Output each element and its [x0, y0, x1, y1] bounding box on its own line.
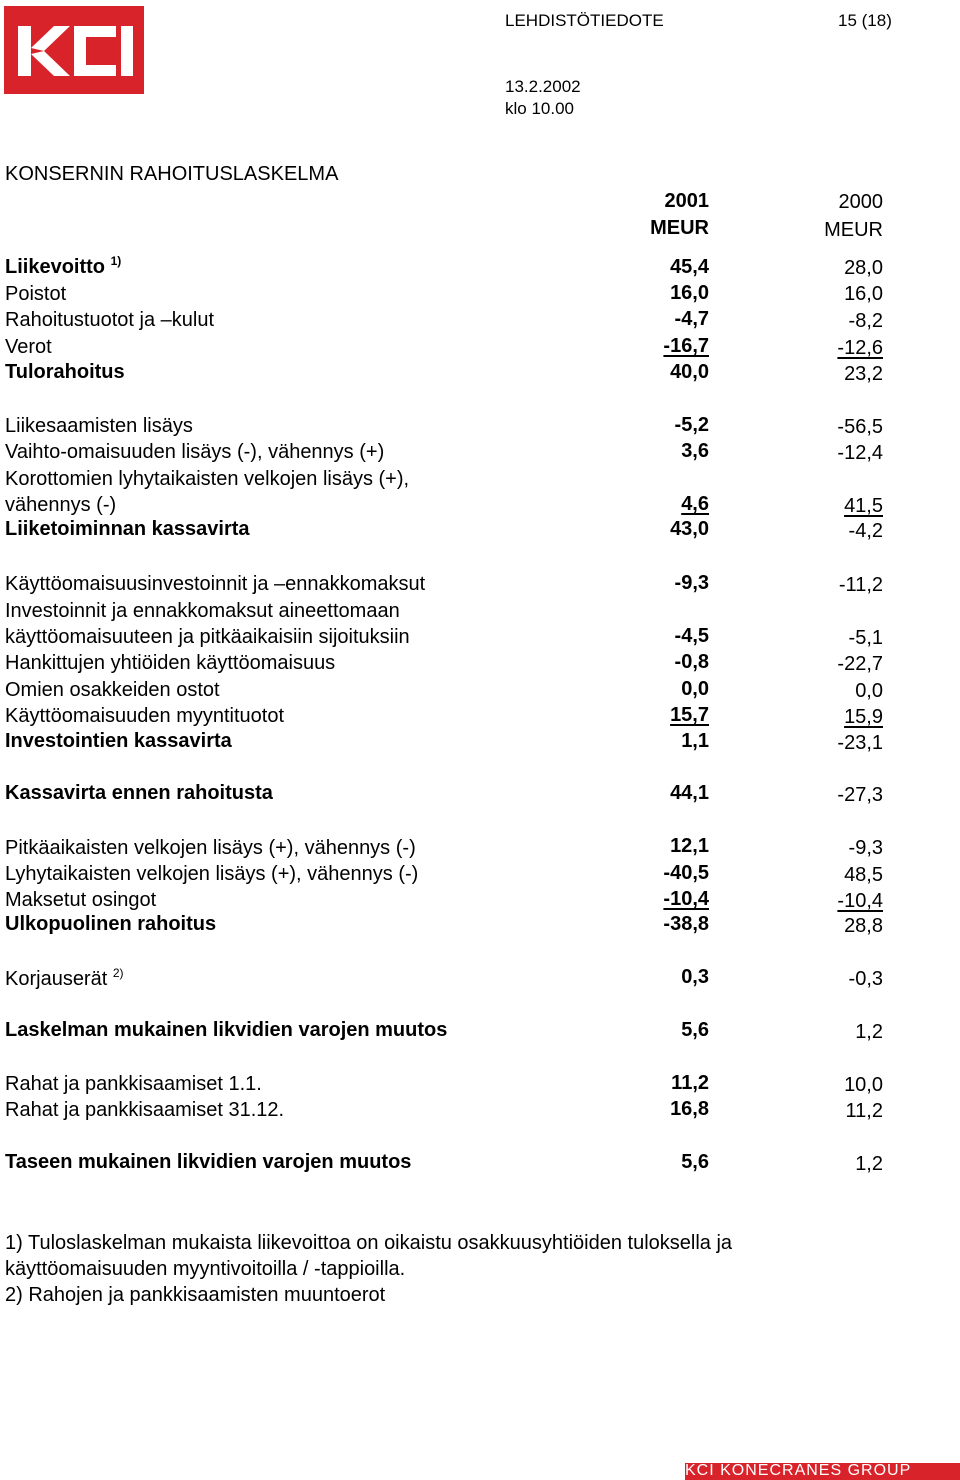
value-2000: -10,4 [837, 890, 883, 912]
row-label: Rahoitustuotot ja –kulut [5, 309, 215, 331]
value-2001: 3,6 [681, 440, 709, 462]
value-2001: -10,4 [663, 888, 709, 910]
value-2001: 15,7 [670, 704, 709, 726]
row-label [5, 255, 121, 279]
value-2001: 44,1 [670, 782, 709, 804]
value-2000: -8,2 [848, 310, 883, 332]
footnote: käyttöomaisuuden myyntivoitoilla / -tappioilla. [5, 1258, 406, 1280]
row-label: Pitkäaikaisten velkojen lisäys (+), vähennys (-) [5, 837, 416, 859]
document-type: LEHDISTÖTIEDOTE [505, 11, 664, 30]
row-label-text: Liikevoitto [5, 256, 106, 278]
kci-logo [4, 6, 144, 94]
value-2001: -16,7 [663, 335, 709, 357]
footnote-ref: 1) [110, 254, 122, 268]
value-2000: 1,2 [855, 1153, 883, 1175]
page-number: 15 (18) [838, 11, 892, 30]
column-2000-unit: MEUR [824, 219, 883, 241]
row-label: Poistot [5, 283, 67, 305]
value-2001: -5,2 [674, 414, 709, 436]
value-2001: 45,4 [670, 256, 709, 278]
row-label: Korottomien lyhytaikaisten velkojen lisäys (+), [5, 468, 410, 490]
row-label: Maksetut osingot [5, 889, 157, 911]
row-label: Kassavirta ennen rahoitusta [5, 782, 273, 804]
value-2000: -22,7 [837, 653, 883, 675]
value-2001: 16,8 [670, 1098, 709, 1120]
value-2001: 12,1 [670, 835, 709, 857]
value-2000: -0,3 [848, 968, 883, 990]
value-2001: 5,6 [681, 1151, 709, 1173]
row-label-continued: vähennys (-) [5, 494, 117, 516]
value-2000: 28,0 [844, 257, 883, 279]
value-2001: -4,5 [674, 625, 709, 647]
page-title: KONSERNIN RAHOITUSLASKELMA [5, 163, 339, 185]
value-2000: 23,2 [844, 363, 883, 385]
value-2000: -27,3 [837, 784, 883, 806]
value-2001: -4,7 [674, 308, 709, 330]
row-label: Ulkopuolinen rahoitus [5, 913, 217, 935]
row-label: Käyttöomaisuuden myyntituotot [5, 705, 285, 727]
row-label: Omien osakkeiden ostot [5, 679, 220, 701]
value-2000: -56,5 [837, 416, 883, 438]
value-2001: 11,2 [671, 1072, 709, 1094]
value-2000: -9,3 [848, 837, 883, 859]
row-label: Liikesaamisten lisäys [5, 415, 193, 437]
value-2000: 1,2 [855, 1021, 883, 1043]
row-label: Investointien kassavirta [5, 730, 232, 752]
column-2001-unit: MEUR [650, 217, 709, 239]
row-label: Lyhytaikaisten velkojen lisäys (+), vähennys (-) [5, 863, 419, 885]
value-2001: -0,8 [674, 651, 709, 673]
footer-brand-bar [685, 1463, 960, 1480]
value-2000: -12,6 [837, 337, 883, 359]
value-2001: 0,0 [681, 678, 709, 700]
row-label: Liiketoiminnan kassavirta [5, 518, 250, 540]
value-2000: 41,5 [844, 495, 883, 517]
value-2001: 16,0 [670, 282, 709, 304]
value-2001: 0,3 [681, 966, 709, 988]
row-label: Laskelman mukainen likvidien varojen muutos [5, 1019, 448, 1041]
row-label: Vaihto-omaisuuden lisäys (-), vähennys (+) [5, 441, 385, 463]
column-2001-year: 2001 [664, 190, 709, 212]
row-label [5, 967, 124, 991]
value-2000: -5,1 [848, 627, 883, 649]
value-2000: -23,1 [837, 732, 883, 754]
value-2001: 43,0 [670, 518, 709, 540]
value-2000: 0,0 [855, 680, 883, 702]
value-2001: -38,8 [663, 913, 709, 935]
value-2000: 16,0 [844, 283, 883, 305]
row-label: Hankittujen yhtiöiden käyttöomaisuus [5, 652, 336, 674]
footnote: 2) Rahojen ja pankkisaamisten muuntoerot [5, 1284, 386, 1306]
row-label: Rahat ja pankkisaamiset 31.12. [5, 1099, 285, 1121]
footnote: 1) Tuloslaskelman mukaista liikevoittoa on oikaistu osakkuusyhtiöiden tuloksella ja [5, 1232, 733, 1254]
footer-brand-text: KCI KONECRANES GROUP [685, 1463, 912, 1479]
column-2000-year: 2000 [838, 191, 883, 213]
row-label: Tulorahoitus [5, 361, 125, 383]
value-2000: -11,2 [838, 574, 883, 596]
value-2000: -4,2 [848, 520, 883, 542]
value-2001: 40,0 [670, 361, 709, 383]
release-date: 13.2.2002 [505, 77, 581, 96]
value-2001: -9,3 [674, 572, 709, 594]
value-2000: 10,0 [844, 1074, 883, 1096]
value-2001: 5,6 [681, 1019, 709, 1041]
row-label: Investoinnit ja ennakkomaksut aineettomaan [5, 600, 400, 622]
value-2001: 4,6 [681, 493, 709, 515]
value-2000: 48,5 [844, 864, 883, 886]
row-label: Verot [5, 336, 52, 358]
row-label-continued: käyttöomaisuuteen ja pitkäaikaisiin sijoituksiin [5, 626, 410, 648]
value-2000: 15,9 [844, 706, 883, 728]
row-label: Taseen mukainen likvidien varojen muutos [5, 1151, 412, 1173]
row-label: Rahat ja pankkisaamiset 1.1. [5, 1073, 262, 1095]
kci-logo-mark [4, 6, 144, 94]
footnote-ref: 2) [112, 966, 124, 980]
release-time: klo 10.00 [505, 99, 574, 118]
value-2000: 11,2 [845, 1100, 883, 1122]
value-2001: -40,5 [663, 862, 709, 884]
row-label: Käyttöomaisuusinvestoinnit ja –ennakkomaksut [5, 573, 426, 595]
row-label-text: Korjauserät [5, 968, 108, 990]
value-2000: 28,8 [844, 915, 883, 937]
value-2000: -12,4 [837, 442, 883, 464]
value-2001: 1,1 [681, 730, 709, 752]
